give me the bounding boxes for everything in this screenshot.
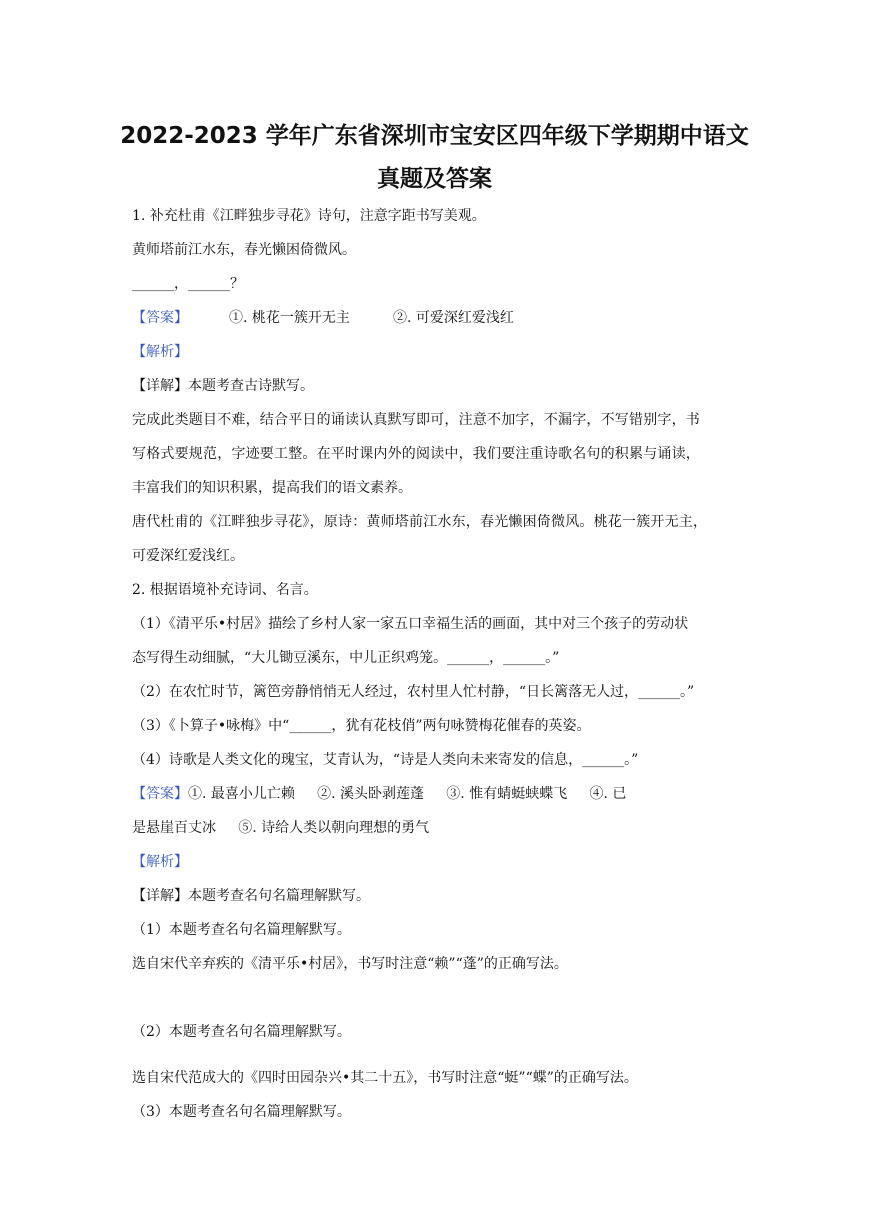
q2-analysis-label: 【解析】: [132, 854, 188, 870]
q1-blanks: ______，______？: [132, 276, 244, 292]
q2-answer-row: [132, 783, 626, 803]
q1-stem: 1. 补充杜甫《江畔独步寻花》诗句，注意字距书写美观。: [132, 208, 486, 224]
q2-point2: （2）本题考查名句名篇理解默写。: [132, 1024, 351, 1040]
q2-sub3: （3）《卜算子•咏梅》中“______，犹有花枝俏”两句咏赞梅花催春的英姿。: [132, 718, 591, 734]
q2-point3: （3）本题考查名句名篇理解默写。: [132, 1104, 351, 1120]
q1-para2-line1: 唐代杜甫的《江畔独步寻花》，原诗：黄师塔前江水东，春光懒困倚微风。桃花一簇开无主，: [132, 514, 708, 530]
q2-point2-source: 选自宋代范成大的《四时田园杂兴•其二十五》，书写时注意“蜓”“蝶”的正确写法。: [132, 1070, 638, 1086]
q2-sub2: （2）在农忙时节，篱笆旁静悄悄无人经过，农村里人忙村静，“日长篱落无人过，______。”: [132, 684, 695, 700]
q1-answer-row: [132, 307, 732, 327]
q1-para1-line1: 完成此类题目不难，结合平日的诵读认真默写即可，注意不加字，不漏字，不写错别字，书: [132, 412, 700, 428]
q1-para2-line2: 可爱深红爱浅红。: [132, 548, 244, 564]
q1-answer-2: ②. 可爱深红爱浅红: [393, 310, 514, 326]
q1-para1-line2: 写格式要规范，字迹要工整。在平时课内外的阅读中，我们要注重诗歌名句的积累与诵读，: [132, 446, 700, 462]
doc-title-line2: 真题及答案: [377, 166, 492, 192]
q1-para1-line3: 丰富我们的知识积累，提高我们的语文素养。: [132, 480, 412, 496]
q2-detail: 【详解】本题考查名句名篇理解默写。: [132, 888, 370, 904]
q1-answer-label: 【答案】: [132, 310, 188, 326]
q2-sub4: （4）诗歌是人类文化的瑰宝，艾青认为，“诗是人类向未来寄发的信息，______。”: [132, 752, 639, 768]
q1-poem: 黄师塔前江水东，春光懒困倚微风。: [132, 242, 356, 258]
q2-sub1-line2: 态写得生动细腻，“大儿锄豆溪东，中儿正织鸡笼。______，______。”: [132, 650, 560, 666]
q2-sub1-line1: （1）《清平乐•村居》描绘了乡村人家一家五口幸福生活的画面，其中对三个孩子的劳动状: [132, 616, 689, 632]
q2-point1-source: 选自宋代辛弃疾的《清平乐•村居》，书写时注意“赖”“蓬”的正确写法。: [132, 956, 568, 972]
q2-answer-label: 【答案】: [132, 786, 188, 802]
doc-title-line1: 2022-2023 学年广东省深圳市宝安区四年级下学期期中语文: [120, 123, 749, 149]
q2-answer-line1: ①. 最喜小儿亡赖 ②. 溪头卧剥莲蓬 ③. 惟有蜻蜓蛱蝶飞 ④. 已: [188, 786, 627, 802]
q1-detail: 【详解】本题考查古诗默写。: [132, 378, 314, 394]
q2-point1: （1）本题考查名句名篇理解默写。: [132, 922, 351, 938]
q1-analysis-label: 【解析】: [132, 344, 188, 360]
q2-stem: 2. 根据语境补充诗词、名言。: [132, 582, 318, 598]
q2-answer-line2: 是悬崖百丈冰 ⑤. 诗给人类以朝向理想的勇气: [132, 820, 430, 836]
q1-answer-1: ①. 桃花一簇开无主: [229, 310, 350, 326]
